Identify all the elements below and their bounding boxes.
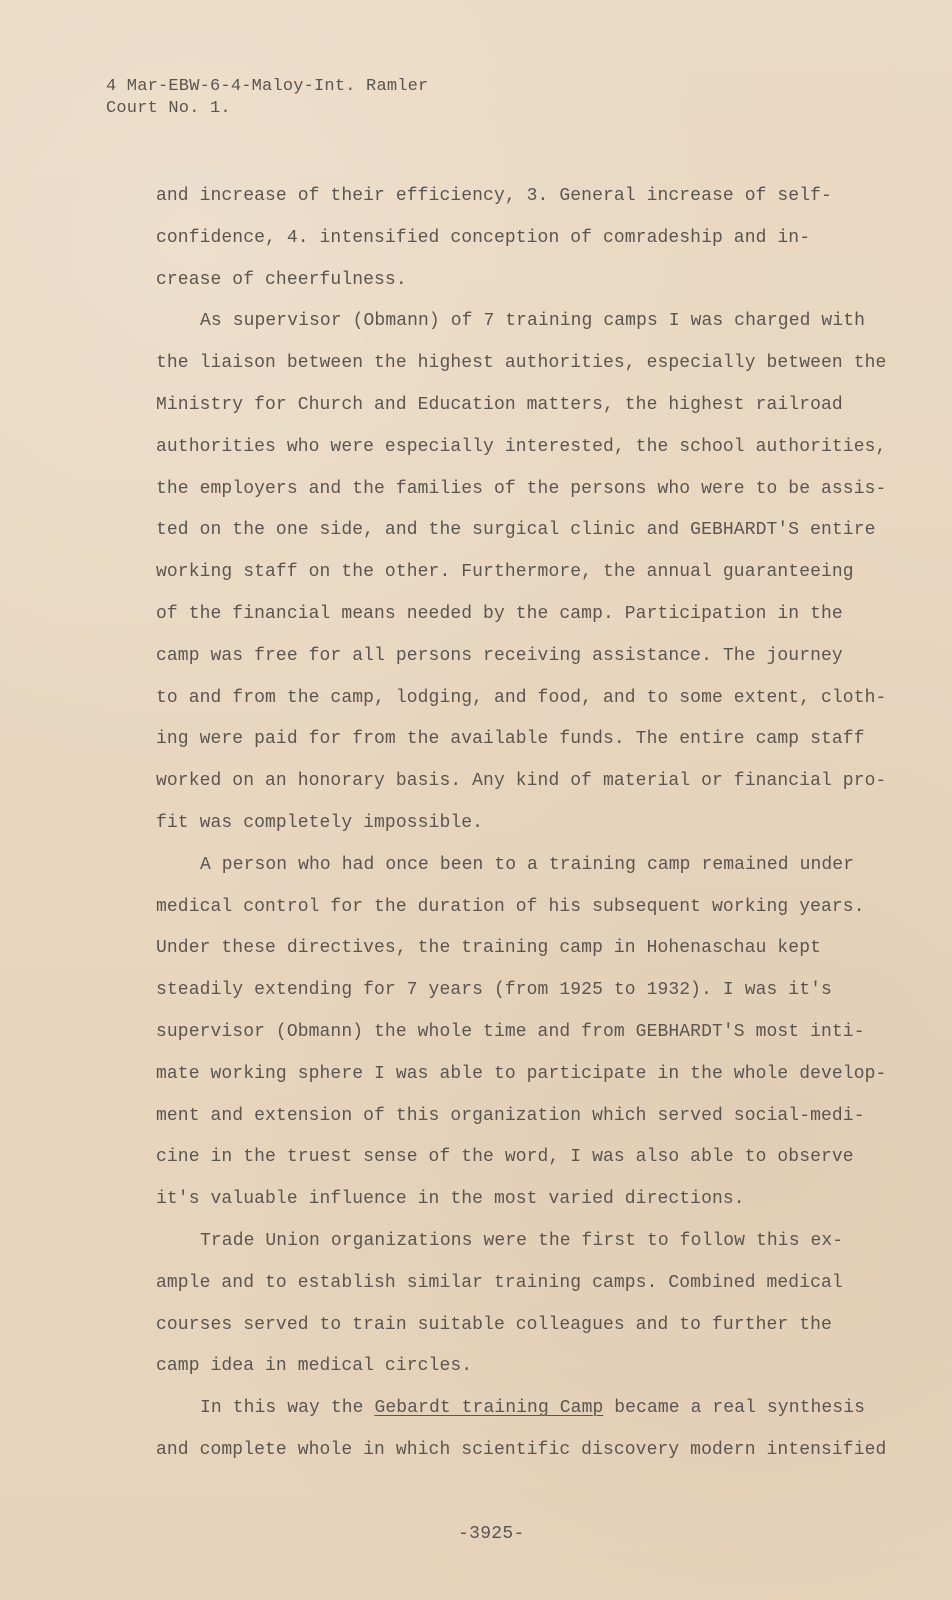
paragraph-3-line-5: supervisor (Obmann) the whole time and from GEBHARDT'S most inti- [156, 1021, 865, 1042]
paragraph-2-line-6: ted on the one side, and the surgical clinic and GEBHARDT'S entire [156, 520, 876, 541]
paragraph-2 [156, 301, 887, 844]
paragraph-4 [156, 1221, 846, 1388]
paragraph-4-line-2: ample and to establish similar training camps. Combined medical [156, 1272, 843, 1293]
paragraph-3-line-3: Under these directives, the training camp in Hohenaschau kept [156, 938, 822, 959]
paragraph-2-line-5: the employers and the families of the persons who were to be assis- [156, 478, 887, 499]
paragraph-3-line-2: medical control for the duration of his subsequent working years. [156, 896, 865, 917]
paragraph-5-line-2: and complete whole in which scientific discovery modern intensified [156, 1439, 887, 1460]
paragraph-2-line-11: ing were paid for from the available funds. The entire camp staff [156, 729, 865, 750]
paragraph-1-line-1: and increase of their efficiency, 3. General increase of self- [156, 186, 832, 206]
paragraph-1 [156, 176, 846, 301]
paragraph-3-line-1: A person who had once been to a training camp remained under [200, 854, 855, 875]
paragraph-2-line-10: to and from the camp, lodging, and food, and to some extent, cloth- [156, 687, 887, 708]
paragraph-3-line-4: steadily extending for 7 years (from 1925 to 1932). I was it's [156, 980, 832, 1001]
paragraph-3 [156, 845, 887, 1221]
paragraph-2-line-13: fit was completely impossible. [156, 812, 484, 833]
page-number: -3925- [458, 1524, 525, 1544]
underlined-phrase: Gebardt training Camp [374, 1398, 604, 1419]
paragraph-5-line-1 [156, 1388, 866, 1430]
paragraph-3-line-7: ment and extension of this organization which served social-medi- [156, 1105, 865, 1126]
document-header [106, 76, 428, 120]
paragraph-4-line-3: courses served to train suitable colleagues and to further the [156, 1314, 832, 1335]
paragraph-3-line-9: it's valuable influence in the most varied directions. [156, 1189, 745, 1210]
header-line-2: Court No. 1. [106, 99, 231, 118]
paragraph-2-line-8: of the financial means needed by the camp. Participation in the [156, 603, 843, 624]
paragraph-2-line-2: the liaison between the highest authorities, especially between the [156, 353, 887, 374]
header-line-1: 4 Mar-EBW-6-4-Maloy-Int. Ramler [106, 77, 429, 96]
paragraph-3-line-6: mate working sphere I was able to participate in the whole develop- [156, 1063, 887, 1084]
paragraph-4-line-4: camp idea in medical circles. [156, 1356, 473, 1377]
paragraph-5-line-1-suffix: became a real synthesis [603, 1398, 866, 1419]
paragraph-1-line-2: confidence, 4. intensified conception of comradeship and in- [156, 227, 811, 248]
paragraph-4-line-1: Trade Union organizations were the first to follow this ex- [200, 1230, 844, 1251]
paragraph-2-line-4: authorities who were especially interested, the school authorities, [156, 436, 887, 457]
paragraph-2-line-12: worked on an honorary basis. Any kind of material or financial pro- [156, 771, 887, 792]
paragraph-2-line-7: working staff on the other. Furthermore, the annual guaranteeing [156, 562, 854, 583]
paragraph-2-line-1: As supervisor (Obmann) of 7 training camps I was charged with [200, 311, 866, 332]
paragraph-2-line-3: Ministry for Church and Education matters, the highest railroad [156, 394, 843, 415]
paragraph-5 [156, 1388, 887, 1472]
paragraph-5-line-1-prefix: In this way the [200, 1398, 375, 1419]
paragraph-2-line-9: camp was free for all persons receiving assistance. The journey [156, 645, 843, 666]
paragraph-1-line-3: crease of cheerfulness. [156, 269, 407, 290]
document-body [156, 176, 887, 1472]
paragraph-3-line-8: cine in the truest sense of the word, I was also able to observe [156, 1147, 854, 1168]
